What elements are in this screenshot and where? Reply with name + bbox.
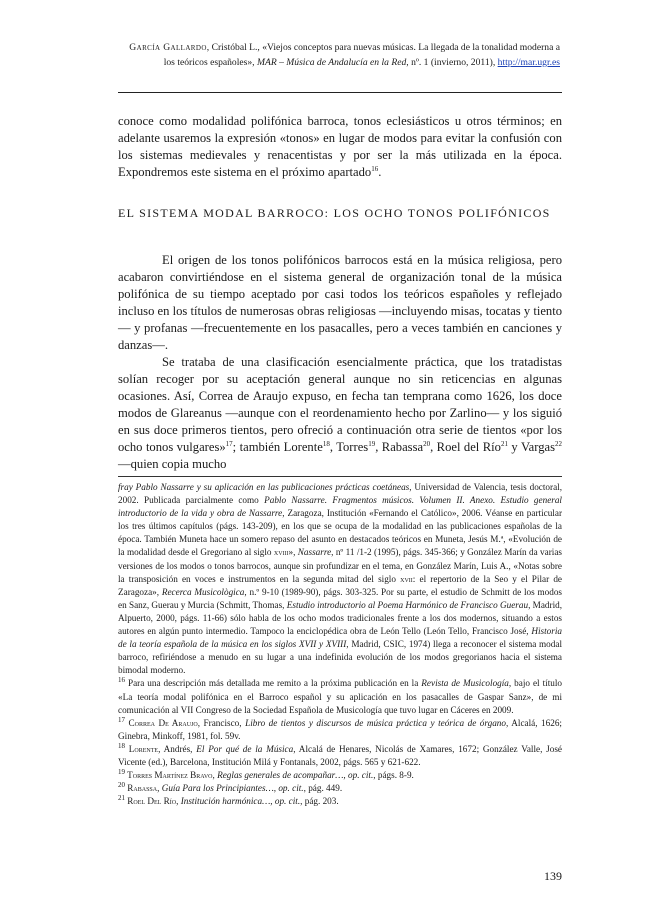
footnote-20 [118,782,562,795]
paragraph-0-end: . [378,165,382,179]
footnote-15-italic: Recerca Musicològica [161,586,245,597]
footnote-19-author: Torres Martínez Bravo [125,770,213,781]
footnote-21-italic: Institución harmónica…, op. cit. [180,796,301,807]
header-author: García Gallardo [129,42,207,53]
footnote-number: 17 [118,715,125,724]
footnote-ref-17[interactable]: 17 [225,439,233,448]
footnote-16-italic: Revista de Musicología [421,678,509,689]
footnote-15-text: , nº 11 /1-2 (1995), págs. 345-366; y González Marín da varias versiones de los modos o tonos barrocos, aunque sin profundizar en el tema, en González Marín, Luis A., «Notas sobre la transposición en voces e instrumentos en la segunda mitad del siglo [118,547,562,584]
footnote-number: 18 [118,741,125,750]
paragraph-2-text: —quien copia mucho [118,457,227,471]
paragraph-2-text: , Rabassa [375,440,424,454]
footnote-ref-19[interactable]: 19 [368,439,376,448]
footnote-18-italic: El Por qué de la Música [196,743,294,754]
footnote-17 [118,717,562,743]
footnote-ref-18[interactable]: 18 [322,439,330,448]
main-text [118,252,562,473]
footnote-17-italic: Libro de tientos y discursos de música práctica y teórica de órgano [245,717,506,728]
footnote-18-text: , Alcalá de Henares, Nicolás de Xamares, 1672; González Valle, José Vicente (ed.), Barcelona, Institución Milá y Fontanals, 2002, págs. 565 y 621-622. [118,743,562,767]
paragraph-2-text: y Vargas [507,440,555,454]
footnote-21-text: , pág. 203. [300,796,339,807]
footnote-16 [118,677,562,716]
footnote-number: 21 [118,794,125,803]
footnote-15-text: , Zaragoza, Institución «Fernando el Católico», 2006. Véanse en particular los tres últimos capítulos (págs. 143-209), en los que se ocupa de la modalidad en las publicaciones españolas de la época. También Muneta hace un somero repaso del asunto en destacados teóricos en Muneta, Jesús M.ª, «Evolución de la modalidad desde el Gregoriano al siglo [118,508,563,558]
footnote-ref-22[interactable]: 22 [554,439,562,448]
footnote-19-italic: Reglas generales de acompañar…, op. cit. [217,770,374,781]
running-header [118,40,560,70]
footnote-16-text: , bajo el título «La teoría modal polifónica en el Barroco español y su aplicación en los pasacalles de Gaspar Sanz», de mi comunicación al VII Congreso de la Sociedad Española de Musicología que tuvo lugar en Cáceres en 2009. [118,678,562,715]
footnote-21-author: Roel Del Río [125,796,177,807]
footnote-15-text: , Madrid, CSIC, 1974) llega a reconocer el sistema modal barroco, refiriéndose a menudo en su lugar a una indefinida evolución de los modos gregorianos hacia el sistema bimodal moderno. [118,639,562,676]
footnote-15-text: : el repertorio de la Seo y el Pilar de Zaragoza», [118,573,562,597]
paragraph-2-text: , Roel del Río [430,440,501,454]
footnote-15-text: xviii [273,547,289,558]
footnote-number: 20 [118,781,125,790]
footnote-15-text: , Madrid, Alpuerto, 2000, págs. 11-66) sólo habla de los ocho modos tradicionales frente a los dos modernos, situando a estos autores en algún punto intermedio. Tampoco la enciclopédica obra de León Tello (León Tello, Francisco José, [118,599,563,637]
footnote-number: 19 [118,768,125,776]
footnote-15-italic: Nassarre [297,547,332,558]
footnote-15-text: , Universidad de Valencia, tesis doctoral, 2002. Publicada parcialmente como [118,482,562,506]
footnote-19 [118,769,562,782]
paragraph-2 [118,354,562,473]
paragraph-2-text: Se trataba de una clasificación esencialmente práctica, que los tratadistas solían recoger por su aceptación general aunque no sin reticencias en algunas ocasiones. Así, Correa de Araujo expuso, en fecha tan temprana como 1626, los doce modos de Glareanus —aunque con el reordenamiento hecho por Zarlino— y los siguió en sus doce primeros tientos, pero ofreció a continuación otra serie de tientos «por los ocho tonos vulgares» [118,355,562,454]
footnote-21 [118,795,562,808]
paragraph-0 [118,113,562,181]
footnote-15-italic: Historia de la teoría española de la música en los siglos XVII y XVIII [118,626,562,650]
section-heading: EL SISTEMA MODAL BARROCO: LOS OCHO TONOS POLIFÓNICOS [118,206,551,220]
footnote-number: 16 [118,676,125,685]
paragraph-0-text: conoce como modalidad polifónica barroca, tonos eclesiásticos u otros términos; en adelante usaremos la expresión «tonos» en lugar de modos para evitar la confusión con los sistemas medievales y renacentistas y por ser la más utilizada en la época. Expondremos este sistema en el próximo apartado [118,114,562,179]
footnote-15-text: », [288,547,298,558]
footnote-15-italic: Estudio introductorio al Poema Harmónico de Francisco Guerau [286,599,529,610]
footnote-19-text: , [212,770,218,781]
footnote-17-text: , Francisco, [197,717,246,728]
footnote-15-continued [118,481,562,677]
footnote-rule [118,476,562,477]
paragraph-2-text: , Torres [329,440,369,454]
header-issue: , nº. 1 (invierno, 2011), [406,57,498,68]
footnote-21-text: , [176,796,181,807]
footnote-17-text: , Alcalá, 1626; Ginebra, Minkoff, 1981, fol. 59v. [118,717,562,741]
footnotes [118,481,562,808]
footnote-15-italic: Pablo Nassarre. Fragmentos músicos. Volumen II. Anexo. Estudio general introductorio de la vida y obra de Nassarre [118,495,562,519]
footnote-16-text: Para una descripción más detallada me remito a la próxima publicación en la [125,678,422,689]
footnote-20-italic: Guía Para los Principiantes…, op. cit. [161,783,304,794]
paragraph-2-text: ; también Lorente [232,440,323,454]
footnote-15-italic: fray Pablo Nassarre y su aplicación en las publicaciones prácticas coetáneas [118,482,410,492]
header-rule [118,92,562,93]
footnote-18 [118,743,562,769]
footnote-17-author: Correa De Araujo [125,717,198,728]
footnote-15-text: xvii [400,573,413,584]
footnote-ref-16[interactable]: 16 [371,164,379,173]
footnote-20-text: , pág. 449. [303,783,343,794]
footnote-19-text: , págs. 8-9. [373,770,414,781]
footnote-20-text: , [157,783,162,794]
paragraph-1: El origen de los tonos polifónicos barrocos está en la música religiosa, pero acabaron convirtiéndose en el sistema general de organización tonal de la música polifónica de su tiempo aceptado por casi todos los teóricos españoles y reflejado incluso en los títulos de numerosas obras religiosas —incluyendo misas, tocatas y tiento— y profanas —frecuentemente en los pasacalles, pero a veces también en canciones y danzas—. [118,253,562,352]
header-url-link[interactable]: http://mar.ugr.es [497,57,560,68]
footnote-15-text: , n.º 9-10 (1989-90), págs. 303-325. Por su parte, el estudio de Schmitt de los modos en Sanz, Guerau y Murcia (Schmitt, Thomas, [118,586,562,610]
page-number: 139 [544,869,562,883]
footnote-18-author: Lorente [125,743,159,754]
footnote-ref-21[interactable]: 21 [500,439,508,448]
footnote-20-author: Rabassa [125,783,158,794]
header-article: , Cristóbal L., «Viejos conceptos para nuevas músicas. La llegada de la tonalidad moderna a los teóricos españoles», [163,42,560,68]
footnote-18-text: , Andrés, [158,743,197,754]
footnote-ref-20[interactable]: 20 [423,439,431,448]
header-journal: MAR – Música de Andalucía en la Red [256,57,407,68]
